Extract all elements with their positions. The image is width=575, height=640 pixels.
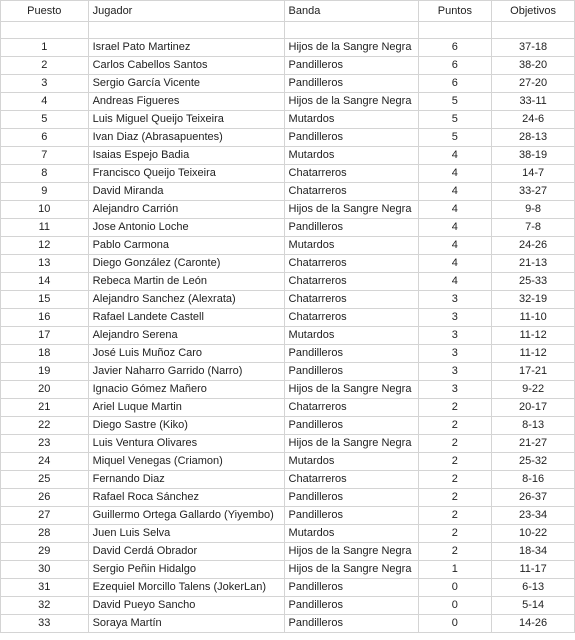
cell-banda[interactable]: Pandilleros	[284, 75, 418, 93]
cell-objetivos[interactable]: 11-17	[492, 561, 575, 579]
cell-objetivos[interactable]: 14-7	[492, 165, 575, 183]
cell-jugador[interactable]: Diego Sastre (Kiko)	[88, 417, 284, 435]
cell-jugador[interactable]: Alejandro Sanchez (Alexrata)	[88, 291, 284, 309]
cell-puesto[interactable]: 24	[1, 453, 89, 471]
cell-jugador[interactable]: Sergio García Vicente	[88, 75, 284, 93]
cell-jugador[interactable]: David Miranda	[88, 183, 284, 201]
cell-puntos[interactable]: 3	[418, 291, 492, 309]
table-row	[1, 561, 575, 579]
cell-puesto[interactable]: 21	[1, 399, 89, 417]
cell-banda[interactable]: Chatarreros	[284, 255, 418, 273]
cell-puntos[interactable]: 4	[418, 147, 492, 165]
table-row	[1, 435, 575, 453]
cell-banda[interactable]: Chatarreros	[284, 399, 418, 417]
table-row	[1, 309, 575, 327]
cell-puntos[interactable]: 3	[418, 345, 492, 363]
cell-objetivos[interactable]: 7-8	[492, 219, 575, 237]
cell-banda[interactable]: Pandilleros	[284, 57, 418, 75]
cell-puntos[interactable]: 4	[418, 183, 492, 201]
cell-banda[interactable]: Pandilleros	[284, 597, 418, 615]
cell-puntos[interactable]: 3	[418, 363, 492, 381]
cell-puntos[interactable]: 5	[418, 93, 492, 111]
cell-jugador[interactable]: Juen Luis Selva	[88, 525, 284, 543]
cell-puesto[interactable]: 20	[1, 381, 89, 399]
cell-puntos[interactable]: 2	[418, 471, 492, 489]
cell-puesto[interactable]: 18	[1, 345, 89, 363]
cell-objetivos[interactable]: 24-6	[492, 111, 575, 129]
cell-puntos[interactable]: 4	[418, 201, 492, 219]
cell-puntos[interactable]: 4	[418, 165, 492, 183]
cell-puntos[interactable]: 2	[418, 507, 492, 525]
table-row	[1, 201, 575, 219]
cell-jugador[interactable]: Ignacio Gómez Mañero	[88, 381, 284, 399]
cell-banda[interactable]: Chatarreros	[284, 183, 418, 201]
cell-objetivos[interactable]: 9-8	[492, 201, 575, 219]
cell-objetivos[interactable]: 11-12	[492, 345, 575, 363]
cell-jugador[interactable]: Rafael Roca Sánchez	[88, 489, 284, 507]
table-row	[1, 291, 575, 309]
cell-objetivos[interactable]: 6-13	[492, 579, 575, 597]
cell-puesto[interactable]: 5	[1, 111, 89, 129]
cell-banda[interactable]: Hijos de la Sangre Negra	[284, 543, 418, 561]
cell-puesto[interactable]: 17	[1, 327, 89, 345]
empty-cell[interactable]	[418, 22, 492, 39]
cell-puesto[interactable]: 28	[1, 525, 89, 543]
cell-banda[interactable]: Hijos de la Sangre Negra	[284, 435, 418, 453]
cell-puesto[interactable]: 8	[1, 165, 89, 183]
table-row	[1, 255, 575, 273]
cell-puntos[interactable]: 1	[418, 561, 492, 579]
cell-banda[interactable]: Hijos de la Sangre Negra	[284, 93, 418, 111]
cell-jugador[interactable]: José Luis Muñoz Caro	[88, 345, 284, 363]
header-objetivos[interactable]: Objetivos	[492, 1, 575, 22]
cell-objetivos[interactable]: 38-20	[492, 57, 575, 75]
cell-jugador[interactable]: Diego González (Caronte)	[88, 255, 284, 273]
cell-puntos[interactable]: 4	[418, 273, 492, 291]
cell-puesto[interactable]: 13	[1, 255, 89, 273]
cell-puesto[interactable]: 33	[1, 615, 89, 633]
cell-jugador[interactable]: Jose Antonio Loche	[88, 219, 284, 237]
header-puntos[interactable]: Puntos	[418, 1, 492, 22]
table-row	[1, 165, 575, 183]
table-row	[1, 525, 575, 543]
cell-banda[interactable]: Mutardos	[284, 237, 418, 255]
table-row	[1, 237, 575, 255]
cell-jugador[interactable]: Ezequiel Morcillo Talens (JokerLan)	[88, 579, 284, 597]
table-row	[1, 417, 575, 435]
cell-puesto[interactable]: 16	[1, 309, 89, 327]
cell-objetivos[interactable]: 17-21	[492, 363, 575, 381]
cell-banda[interactable]: Pandilleros	[284, 615, 418, 633]
table-row	[1, 93, 575, 111]
cell-jugador[interactable]: Rafael Landete Castell	[88, 309, 284, 327]
cell-jugador[interactable]: Javier Naharro Garrido (Narro)	[88, 363, 284, 381]
cell-puesto[interactable]: 2	[1, 57, 89, 75]
cell-puesto[interactable]: 31	[1, 579, 89, 597]
header-row	[1, 1, 575, 22]
cell-banda[interactable]: Mutardos	[284, 525, 418, 543]
cell-banda[interactable]: Hijos de la Sangre Negra	[284, 201, 418, 219]
table-row	[1, 363, 575, 381]
cell-banda[interactable]: Mutardos	[284, 111, 418, 129]
header-puesto[interactable]: Puesto	[1, 1, 89, 22]
cell-objetivos[interactable]: 37-18	[492, 39, 575, 57]
table-row	[1, 39, 575, 57]
cell-puesto[interactable]: 3	[1, 75, 89, 93]
cell-jugador[interactable]: David Cerdá Obrador	[88, 543, 284, 561]
cell-objetivos[interactable]: 21-13	[492, 255, 575, 273]
cell-puntos[interactable]: 2	[418, 543, 492, 561]
table-row	[1, 147, 575, 165]
cell-puesto[interactable]: 32	[1, 597, 89, 615]
header-banda[interactable]: Banda	[284, 1, 418, 22]
cell-banda[interactable]: Chatarreros	[284, 273, 418, 291]
cell-objetivos[interactable]: 25-32	[492, 453, 575, 471]
cell-puntos[interactable]: 5	[418, 111, 492, 129]
cell-jugador[interactable]: Fernando Diaz	[88, 471, 284, 489]
cell-puntos[interactable]: 2	[418, 489, 492, 507]
cell-jugador[interactable]: Francisco Queijo Teixeira	[88, 165, 284, 183]
table-row	[1, 579, 575, 597]
cell-objetivos[interactable]: 10-22	[492, 525, 575, 543]
cell-jugador[interactable]: Luis Miguel Queijo Teixeira	[88, 111, 284, 129]
cell-jugador[interactable]: Sergio Peñin Hidalgo	[88, 561, 284, 579]
cell-banda[interactable]: Pandilleros	[284, 363, 418, 381]
cell-jugador[interactable]: Soraya Martín	[88, 615, 284, 633]
cell-puesto[interactable]: 27	[1, 507, 89, 525]
table-row	[1, 57, 575, 75]
table-row	[1, 399, 575, 417]
cell-puntos[interactable]: 2	[418, 525, 492, 543]
cell-puntos[interactable]: 2	[418, 417, 492, 435]
cell-banda[interactable]: Chatarreros	[284, 165, 418, 183]
cell-puesto[interactable]: 6	[1, 129, 89, 147]
table-row	[1, 597, 575, 615]
cell-puntos[interactable]: 6	[418, 75, 492, 93]
table-row	[1, 183, 575, 201]
cell-objetivos[interactable]: 18-34	[492, 543, 575, 561]
cell-puntos[interactable]: 6	[418, 39, 492, 57]
cell-puntos[interactable]: 4	[418, 219, 492, 237]
table-row	[1, 327, 575, 345]
cell-jugador[interactable]: Rebeca Martin de León	[88, 273, 284, 291]
cell-jugador[interactable]: Luis Ventura Olivares	[88, 435, 284, 453]
cell-objetivos[interactable]: 11-12	[492, 327, 575, 345]
table-row	[1, 219, 575, 237]
empty-row	[1, 22, 575, 39]
table-row	[1, 273, 575, 291]
cell-puesto[interactable]: 22	[1, 417, 89, 435]
cell-objetivos[interactable]: 20-17	[492, 399, 575, 417]
cell-puesto[interactable]: 7	[1, 147, 89, 165]
cell-objetivos[interactable]: 26-37	[492, 489, 575, 507]
cell-puntos[interactable]: 4	[418, 255, 492, 273]
table-row	[1, 345, 575, 363]
table-row	[1, 507, 575, 525]
cell-puesto[interactable]: 4	[1, 93, 89, 111]
table-row	[1, 381, 575, 399]
table-row	[1, 453, 575, 471]
cell-puntos[interactable]: 2	[418, 399, 492, 417]
cell-banda[interactable]: Pandilleros	[284, 489, 418, 507]
cell-puntos[interactable]: 0	[418, 615, 492, 633]
cell-puesto[interactable]: 26	[1, 489, 89, 507]
cell-puesto[interactable]: 1	[1, 39, 89, 57]
cell-banda[interactable]: Pandilleros	[284, 417, 418, 435]
cell-puntos[interactable]: 2	[418, 453, 492, 471]
cell-objetivos[interactable]: 27-20	[492, 75, 575, 93]
cell-objetivos[interactable]: 32-19	[492, 291, 575, 309]
cell-puntos[interactable]: 4	[418, 237, 492, 255]
cell-banda[interactable]: Hijos de la Sangre Negra	[284, 561, 418, 579]
cell-banda[interactable]: Hijos de la Sangre Negra	[284, 39, 418, 57]
cell-puesto[interactable]: 30	[1, 561, 89, 579]
cell-puntos[interactable]: 0	[418, 597, 492, 615]
cell-puntos[interactable]: 2	[418, 435, 492, 453]
cell-objetivos[interactable]: 9-22	[492, 381, 575, 399]
cell-puntos[interactable]: 0	[418, 579, 492, 597]
table-row	[1, 111, 575, 129]
table-row	[1, 471, 575, 489]
cell-jugador[interactable]: Ivan Diaz (Abrasapuentes)	[88, 129, 284, 147]
cell-jugador[interactable]: Miquel Venegas (Criamon)	[88, 453, 284, 471]
cell-puesto[interactable]: 12	[1, 237, 89, 255]
cell-objetivos[interactable]: 8-13	[492, 417, 575, 435]
empty-cell[interactable]	[284, 22, 418, 39]
cell-puntos[interactable]: 3	[418, 381, 492, 399]
cell-puesto[interactable]: 14	[1, 273, 89, 291]
empty-cell[interactable]	[492, 22, 575, 39]
cell-objetivos[interactable]: 11-10	[492, 309, 575, 327]
cell-objetivos[interactable]: 25-33	[492, 273, 575, 291]
cell-puesto[interactable]: 23	[1, 435, 89, 453]
cell-puesto[interactable]: 29	[1, 543, 89, 561]
cell-jugador[interactable]: David Pueyo Sancho	[88, 597, 284, 615]
empty-cell[interactable]	[1, 22, 89, 39]
table-row	[1, 75, 575, 93]
empty-cell[interactable]	[88, 22, 284, 39]
header-jugador[interactable]: Jugador	[88, 1, 284, 22]
cell-puesto[interactable]: 15	[1, 291, 89, 309]
cell-puesto[interactable]: 19	[1, 363, 89, 381]
cell-puesto[interactable]: 9	[1, 183, 89, 201]
cell-objetivos[interactable]: 28-13	[492, 129, 575, 147]
cell-jugador[interactable]: Andreas Figueres	[88, 93, 284, 111]
cell-objetivos[interactable]: 24-26	[492, 237, 575, 255]
cell-jugador[interactable]: Israel Pato Martinez	[88, 39, 284, 57]
table-row	[1, 543, 575, 561]
cell-banda[interactable]: Pandilleros	[284, 345, 418, 363]
cell-banda[interactable]: Chatarreros	[284, 309, 418, 327]
cell-objetivos[interactable]: 8-16	[492, 471, 575, 489]
cell-jugador[interactable]: Isaias Espejo Badia	[88, 147, 284, 165]
cell-banda[interactable]: Chatarreros	[284, 291, 418, 309]
cell-jugador[interactable]: Guillermo Ortega Gallardo (Yiyembo)	[88, 507, 284, 525]
cell-objetivos[interactable]: 14-26	[492, 615, 575, 633]
cell-puesto[interactable]: 25	[1, 471, 89, 489]
cell-banda[interactable]: Pandilleros	[284, 129, 418, 147]
cell-puntos[interactable]: 6	[418, 57, 492, 75]
cell-banda[interactable]: Pandilleros	[284, 579, 418, 597]
cell-objetivos[interactable]: 33-27	[492, 183, 575, 201]
cell-objetivos[interactable]: 5-14	[492, 597, 575, 615]
cell-jugador[interactable]: Ariel Luque Martin	[88, 399, 284, 417]
cell-banda[interactable]: Chatarreros	[284, 471, 418, 489]
cell-jugador[interactable]: Alejandro Serena	[88, 327, 284, 345]
cell-objetivos[interactable]: 38-19	[492, 147, 575, 165]
table-row	[1, 129, 575, 147]
cell-puntos[interactable]: 3	[418, 327, 492, 345]
cell-banda[interactable]: Hijos de la Sangre Negra	[284, 381, 418, 399]
cell-puesto[interactable]: 11	[1, 219, 89, 237]
cell-banda[interactable]: Pandilleros	[284, 219, 418, 237]
cell-jugador[interactable]: Carlos Cabellos Santos	[88, 57, 284, 75]
cell-banda[interactable]: Mutardos	[284, 327, 418, 345]
cell-puntos[interactable]: 3	[418, 309, 492, 327]
table-row	[1, 615, 575, 633]
cell-jugador[interactable]: Alejandro Carrión	[88, 201, 284, 219]
cell-banda[interactable]: Pandilleros	[284, 507, 418, 525]
cell-puesto[interactable]: 10	[1, 201, 89, 219]
cell-jugador[interactable]: Pablo Carmona	[88, 237, 284, 255]
cell-banda[interactable]: Mutardos	[284, 147, 418, 165]
table-row	[1, 489, 575, 507]
cell-objetivos[interactable]: 21-27	[492, 435, 575, 453]
cell-objetivos[interactable]: 23-34	[492, 507, 575, 525]
cell-objetivos[interactable]: 33-11	[492, 93, 575, 111]
cell-puntos[interactable]: 5	[418, 129, 492, 147]
cell-banda[interactable]: Mutardos	[284, 453, 418, 471]
